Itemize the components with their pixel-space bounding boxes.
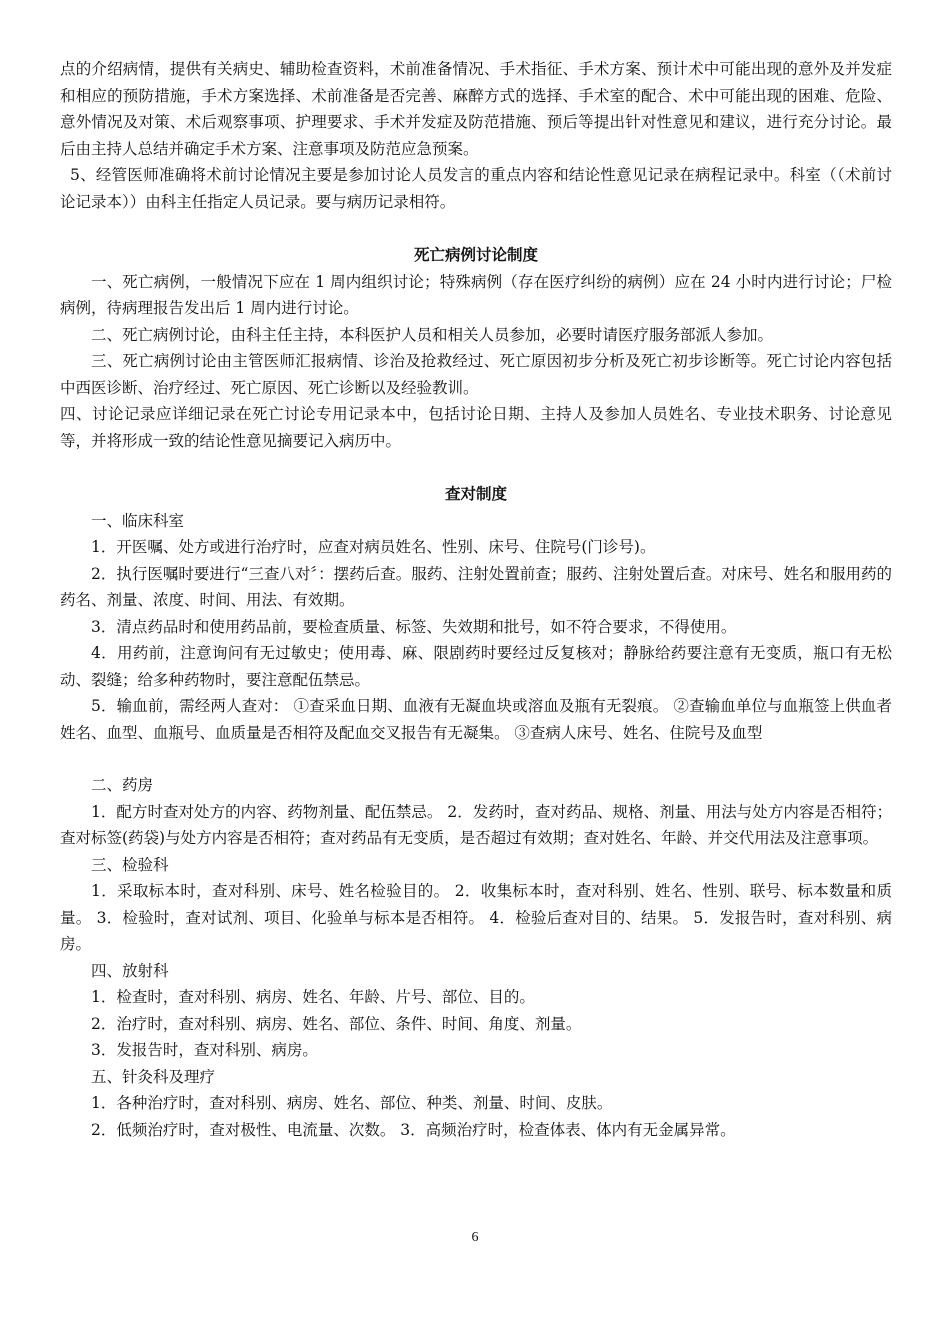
section-title-check: 查对制度 — [444, 485, 507, 503]
check-lab-items: 1．采取标本时，查对科别、床号、姓名检验目的。 2．收集标本时，查对科别、姓名、性别、联号、标本数量和质量。 3．检验时，查对试剂、项目、化验单与标本是否相符。 4．检验后查对目的、结果。 5．发报告时，查对科别、病房。 — [60, 882, 892, 953]
check-acupuncture-item-1: 1．各种治疗时，查对科别、病房、姓名、部位、种类、剂量、时间、皮肤。 — [91, 1094, 613, 1112]
check-radiology-item-2: 2．治疗时，查对科别、病房、姓名、部位、条件、时间、角度、剂量。 — [91, 1014, 582, 1033]
check-subsection-pharmacy: 二、药房 — [91, 776, 154, 794]
check-clinical-item-4: 4．用药前，注意询问有无过敏史；使用毒、麻、限剧药时要经过反复核对；静脉给药要注意有无变质，瓶口有无松动、裂缝；给多种药物时，要注意配伍禁忌。 — [60, 644, 892, 689]
check-clinical-item-5: 5．输血前，需经两人查对： ①查采血日期、血液有无凝血块或溶血及瓶有无裂痕。 ②查输血单位与血瓶签上供血者姓名、血型、血瓶号、血质量是否相符及配血交叉报告有无凝集。 ③查病人床号、姓名、住院号及血型 — [60, 697, 892, 742]
check-acupuncture-item-2: 2．低频治疗时，查对极性、电流量、次数。 3．高频治疗时，检查体表、体内有无金属异常。 — [91, 1120, 736, 1139]
page-number: 6 — [471, 1230, 479, 1245]
death-paragraph-2: 二、死亡病例讨论，由科主任主持，本科医护人员和相关人员参加，必要时请医疗服务部派人参加。 — [91, 325, 774, 344]
document-page — [60, 56, 892, 1143]
check-radiology-item-3: 3．发报告时，查对科别、病房。 — [91, 1041, 318, 1059]
check-subsection-acupuncture: 五、针灸科及理疗 — [91, 1067, 216, 1086]
check-clinical-item-3: 3．清点药品时和使用药品前，要检查质量、标签、失效期和批号，如不符合要求，不得使用。 — [91, 617, 737, 636]
check-radiology-item-1: 1．检查时，查对科别、病房、姓名、年龄、片号、部位、目的。 — [91, 988, 535, 1006]
death-paragraph-4: 四、讨论记录应详细记录在死亡讨论专用记录本中，包括讨论日期、主持人及参加人员姓名、专业技术职务、讨论意见等，并将形成一致的结论性意见摘要记入病历中。 — [60, 405, 892, 450]
section-title-death-case: 死亡病例讨论制度 — [413, 246, 538, 264]
intro-paragraph-1: 点的介绍病情，提供有关病史、辅助检查资料，术前准备情况、手术指征、手术方案、预计术中可能出现的意外及并发症和相应的预防措施，手术方案选择、术前准备是否完善、麻醉方式的选择、手术室的配合、术中可能出现的困难、危险、意外情况及对策、术后观察事项、护理要求、手术并发症及防范措施、预后等提出针对性意见和建议，进行充分讨论。最后由主持人总结并确定手术方案、注意事项及防范应急预案。 — [60, 60, 892, 158]
check-pharmacy-items: 1．配方时查对处方的内容、药物剂量、配伍禁忌。 2．发药时，查对药品、规格、剂量、用法与处方内容是否相符；查对标签(药袋)与处方内容是否相符；查对药品有无变质，是否超过有效期；查对姓名、年龄、并交代用法及注意事项。 — [60, 802, 892, 847]
check-clinical-item-1: 1．开医嘱、处方或进行治疗时，应查对病员姓名、性别、床号、住院号(门诊号)。 — [91, 538, 656, 556]
death-paragraph-3: 三、死亡病例讨论由主管医师汇报病情、诊治及抢救经过、死亡原因初步分析及死亡初步诊断等。死亡讨论内容包括中西医诊断、治疗经过、死亡原因、死亡诊断以及经验教训。 — [60, 352, 892, 397]
check-clinical-item-2: 2．执行医嘱时要进行“三查八对〞：摆药后查。服药、注射处置前查；服药、注射处置后查。对床号、姓名和服用药的药名、剂量、浓度、时间、用法、有效期。 — [60, 564, 892, 609]
check-subsection-clinical: 一、临床科室 — [91, 511, 185, 530]
check-subsection-radiology: 四、放射科 — [91, 961, 169, 980]
death-paragraph-1: 一、死亡病例，一般情况下应在 1 周内组织讨论；特殊病例（存在医疗纠纷的病例）应在 24 小时内进行讨论；尸检病例，待病理报告发出后 1 周内进行讨论。 — [60, 272, 892, 317]
check-subsection-lab: 三、检验科 — [91, 855, 169, 874]
intro-paragraph-2: 5、经管医师准确将术前讨论情况主要是参加讨论人员发言的重点内容和结论性意见记录在病程记录中。科室（（术前讨论记录本））由科主任指定人员记录。要与病历记录相符。 — [60, 166, 892, 211]
